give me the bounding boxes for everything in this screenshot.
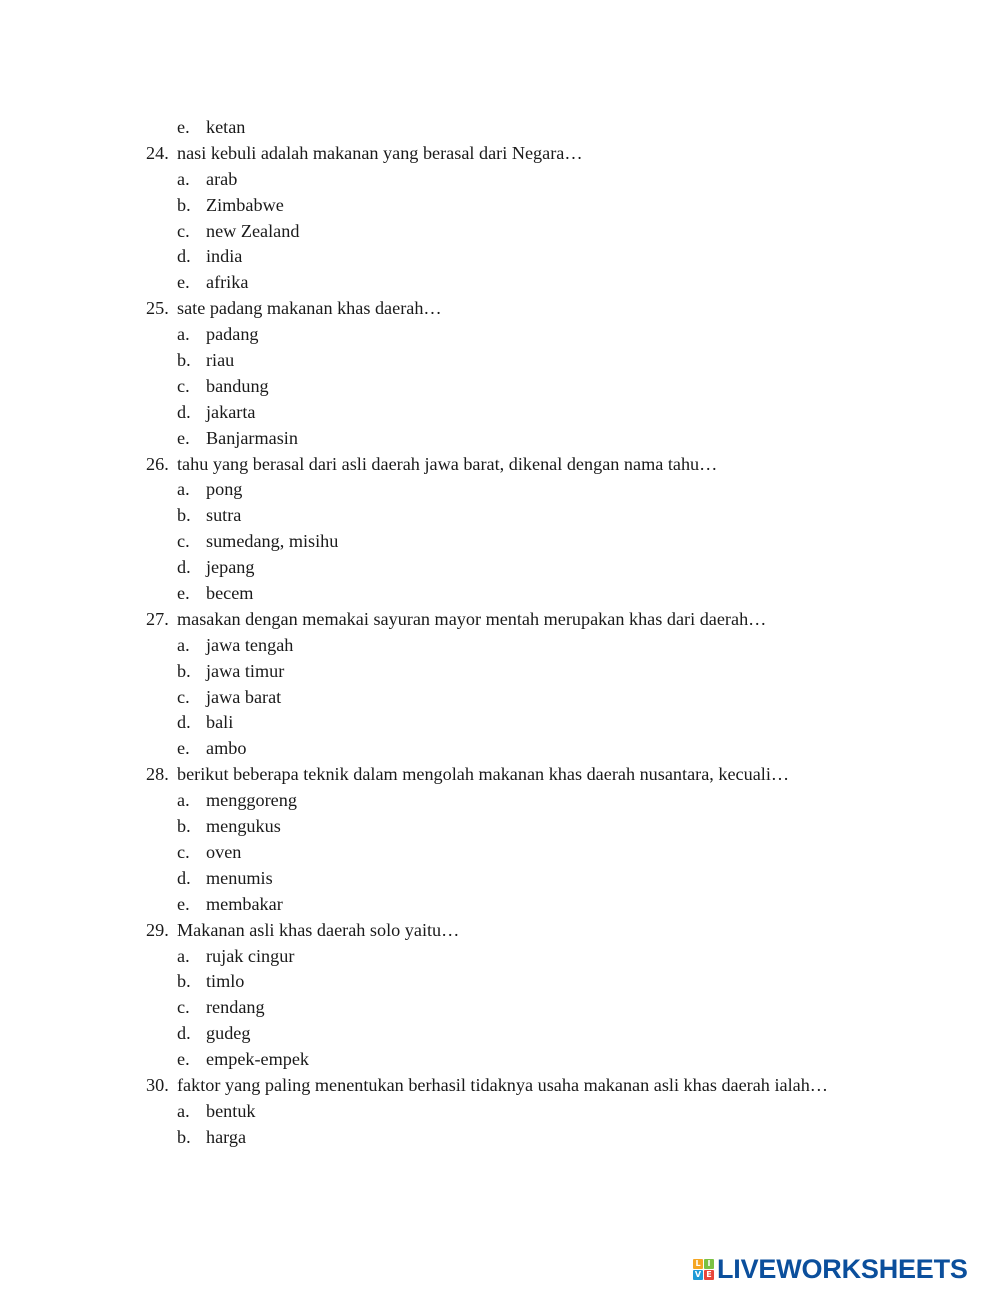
option-text: afrika [206,272,249,293]
option-text: empek-empek [206,1049,310,1070]
option-text: gudeg [206,1023,251,1044]
option-letter: b. [177,505,191,526]
option-text: Banjarmasin [206,427,298,448]
option-letter: e. [177,272,190,293]
option-line [0,244,1000,270]
option-line [0,581,1000,607]
option-line [0,167,1000,193]
option-letter: b. [177,971,191,992]
option-letter: a. [177,945,190,966]
option-letter: a. [177,790,190,811]
option-letter: d. [177,246,191,267]
option-line [0,348,1000,374]
option-letter: d. [177,712,191,733]
option-text: jawa timur [206,660,285,681]
question-text: masakan dengan memakai sayuran mayor mentah merupakan khas dari daerah… [177,608,767,629]
option-letter: b. [177,1126,191,1147]
option-line [0,659,1000,685]
option-text: rujak cingur [206,945,295,966]
option-line [0,374,1000,400]
option-text: ketan [206,117,246,137]
option-line [0,529,1000,555]
option-letter: b. [177,350,191,371]
option-letter: a. [177,479,190,500]
option-line [0,322,1000,348]
question-line [0,762,1000,788]
option-letter: b. [177,660,191,681]
option-line [0,193,1000,219]
liveworksheets-logo [693,1254,968,1284]
option-letter: d. [177,557,191,578]
option-letter: d. [177,867,191,888]
option-text: india [206,246,243,267]
option-line [0,1047,1000,1073]
option-letter: e. [177,893,190,914]
option-letter: a. [177,1100,190,1121]
option-letter: a. [177,324,190,345]
option-line [0,270,1000,296]
logo-mark-tile: L [693,1259,703,1269]
question-text: tahu yang berasal dari asli daerah jawa barat, dikenal dengan nama tahu… [177,453,718,474]
option-letter: a. [177,634,190,655]
option-letter: e. [177,427,190,448]
option-line [0,866,1000,892]
option-text: jawa barat [206,686,282,707]
option-line [0,1099,1000,1125]
option-line [0,503,1000,529]
question-line [0,918,1000,944]
option-text: ambo [206,738,247,759]
option-line [0,788,1000,814]
option-line [0,840,1000,866]
option-line [0,477,1000,503]
option-letter: c. [177,841,190,862]
option-letter: e. [177,1049,190,1070]
option-text: sumedang, misihu [206,531,339,552]
option-line [0,400,1000,426]
option-line [0,1125,1000,1151]
question-line [0,607,1000,633]
option-text: arab [206,168,238,189]
question-number: 25. [146,298,169,319]
option-line [0,115,1000,141]
option-text: jawa tengah [206,634,294,655]
option-text: sutra [206,505,242,526]
option-line [0,892,1000,918]
option-letter: c. [177,531,190,552]
question-text: berikut beberapa teknik dalam mengolah makanan khas daerah nusantara, kecuali… [177,764,790,785]
question-line [0,1073,1000,1099]
logo-mark-tile: I [704,1259,714,1269]
question-text: sate padang makanan khas daerah… [177,298,442,319]
option-line [0,995,1000,1021]
option-text: padang [206,324,259,345]
question-line [0,452,1000,478]
option-line [0,219,1000,245]
question-text: faktor yang paling menentukan berhasil tidaknya usaha makanan asli khas daerah ialah… [177,1074,828,1095]
option-text: mengukus [206,816,281,837]
option-letter: e. [177,738,190,759]
option-text: menumis [206,867,273,888]
question-number: 29. [146,919,169,940]
logo-mark-tile: E [704,1270,714,1280]
option-line [0,736,1000,762]
option-letter: d. [177,401,191,422]
option-letter: b. [177,194,191,215]
option-letter: c. [177,220,190,241]
question-list [0,141,1000,1151]
liveworksheets-mark-icon [693,1259,714,1280]
option-line [0,426,1000,452]
option-line [0,633,1000,659]
option-text: riau [206,350,235,371]
worksheet-page [0,115,1000,1151]
option-text: bentuk [206,1100,256,1121]
option-letter: c. [177,375,190,396]
logo-text: LIVEWORKSHEETS [717,1253,968,1284]
option-text: harga [206,1126,247,1147]
option-letter: a. [177,168,190,189]
option-text: oven [206,841,242,862]
question-line [0,296,1000,322]
question-number: 27. [146,608,169,629]
option-line [0,710,1000,736]
option-text: timlo [206,971,245,992]
question-text: Makanan asli khas daerah solo yaitu… [177,919,460,940]
option-line [0,685,1000,711]
option-text: Zimbabwe [206,194,284,215]
option-line [0,969,1000,995]
option-text: rendang [206,997,265,1018]
question-line [0,141,1000,167]
option-letter: b. [177,816,191,837]
logo-mark-tile: V [694,1269,702,1279]
option-letter: e. [177,583,190,604]
option-line [0,814,1000,840]
option-letter: c. [177,686,190,707]
option-line [0,1021,1000,1047]
option-letter: e. [177,117,190,137]
option-text: new Zealand [206,220,300,241]
option-letter: d. [177,1023,191,1044]
option-text: menggoreng [206,790,297,811]
option-letter: c. [177,997,190,1018]
option-text: becem [206,583,254,604]
option-text: pong [206,479,243,500]
question-text: nasi kebuli adalah makanan yang berasal dari Negara… [177,142,583,163]
option-line [0,555,1000,581]
question-number: 24. [146,142,169,163]
option-text: jepang [206,557,255,578]
option-text: bandung [206,375,269,396]
question-number: 26. [146,453,169,474]
question-number: 30. [146,1074,169,1095]
option-text: membakar [206,893,283,914]
option-line [0,944,1000,970]
question-number: 28. [146,764,169,785]
option-text: bali [206,712,234,733]
option-text: jakarta [206,401,256,422]
